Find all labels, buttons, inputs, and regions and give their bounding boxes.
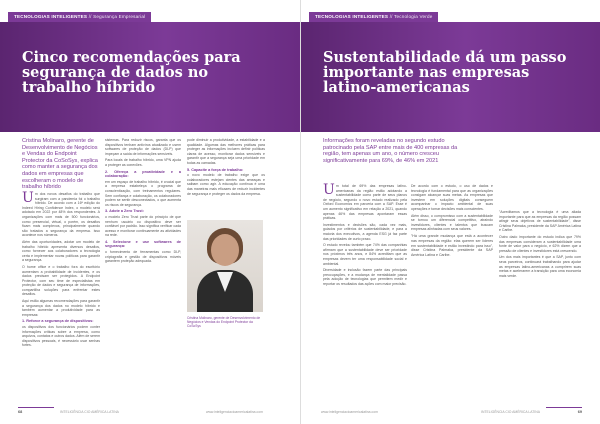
left-magazine-name: INTELIGÊNCIA CIO AMÉRICA LATINA [60, 410, 119, 414]
right-magazine-url[interactable]: www.inteligenciacioamericalatina.com [321, 410, 378, 414]
right-section-tag: TECNOLOGIAS INTELIGENTES // Tecnologia Verde [309, 12, 438, 22]
left-column-1: Um dos novos desafios do trabalho que surgiram com a pandemia foi o trabalho híbrido. De acordo com a 16ª edição do Indeed Hiring Confidence Index, o modelo será adotado em 2022 por 48% dos respondentes. A organizações com mais de 500 funcionários, como presencial, virtual, o porém, os desafios ficam mais complexos, principalmente quando são tratados a segurança da empresa. Isso acontece nos números. Além das oportunidades, adotar um modelo de trabalho híbrido apresenta diversos desafios, como fornecer aos colaboradores a tecnologia certa e implementar novas políticas para garantir a segurança. O home office e o trabalho fora do escritório aumentam a probabilidade de incidentes, e os dados precisam ser protegidos. A Endpoint Protector, com seu time de especialistas em proteção de dados e segurança de informações, compartilha soluções para enfrentar estes desafios. Aqui estão algumas recomendações para garantir a segurança dos dados no modelo híbrido e também aumentar a produtividade para as empresas: 1. Reforce a segurança de dispositivos: os dispositivos dos funcionários podem conter informações críticas sobre a empresa, como arquivos, contatos e outros dados. Além de serem dispositivos pessoais, é necessário usar senhas fortes. [22, 190, 100, 348]
left-page-number: 68 [18, 410, 23, 414]
right-footer [301, 410, 600, 418]
left-magazine-url[interactable]: www.inteligenciacioamericalatina.com [206, 410, 263, 414]
left-article-title: Cinco recomendações para segurança de dados no trabalho híbrido [22, 49, 241, 96]
right-section-bar [301, 12, 600, 22]
portrait-photo [187, 220, 263, 312]
left-subhead-2: 2. Ofereça a proatividade e a colaboração: [105, 169, 181, 179]
left-column-3: pode diminuir a produtividade, a estabilidade e a qualidade. Algumas das melhores práticas para proteger as informações incluem definir políticas claras de acesso, monitorar dados sensíveis e garantir que a segurança seja uma prioridade em todas as camadas. 5. Capacite a força de trabalho: o novo modelo de trabalho exige que os colaboradores estejam cientes das ameaças e saibam como agir. A educação contínua é uma das maneiras mais eficazes de reduzir incidentes de segurança e proteger os dados da empresa. [187, 138, 265, 196]
right-column-1: Um total de 69% das empresas latino-americanas da região estão adotando a sustentabilidade como parte de seus planos de negócio, segundo o novo estudo realizado pela Oxford Economics em parceria com a SAP. Esse é um aumento significativo em relação a 2021, quando apenas 46% das empresas apontaram essas práticas. Investimentos e decisões são, cada vez mais, guiados por critérios de sustentabilidade, e para a maioria dos executivos, a agenda ESG já faz parte das prioridades de curto prazo. O estudo revelou também que 74% das companhias afirmam que a sustentabilidade deve ser prioridade nos próximos três anos, e 84% acreditam que as empresas devem ter uma responsabilidade social e ambiental. Diversidade e inclusão fazem parte das principais preocupações, e a mudança de mentalidade passa pela adoção de tecnologias que permitem medir e reportar os resultados das ações com maior precisão. [323, 182, 407, 286]
left-subhead-1: 1. Reforce a segurança de dispositivos: [22, 319, 94, 324]
left-hero-banner [0, 22, 300, 132]
left-subhead-5: 5. Capacite a força de trabalho: [187, 167, 244, 172]
right-column-2: De acordo com o estudo, o uso de dados e tecnologia é fundamental para que as organizações consigam alcançar suas metas. As empresas que investem em soluções digitais conseguem acompanhar o impacto ambiental de suas operações e tomar decisões mais conscientes. Além disso, o compromisso com a sustentabilidade se tornou um diferencial competitivo, atraindo investidores, clientes e talentos que buscam empresas alinhadas com seus valores. "Há uma grande mudança que está a acontecer nas empresas da região: elas querem ser líderes em sustentabilidade e estão investindo para isso", disse Cristina Palmaka, presidente da SAP América Latina e Caribe. [411, 184, 493, 258]
right-hero-banner [301, 22, 600, 132]
right-article-lead: Informações foram reveladas no segundo estudo patrocinado pela SAP entre mais de 400 empresas da região, tem apenas um ano, o número cresceu significativamente para 69%, de 46% em 2021 [323, 138, 458, 164]
right-magazine-name: INTELIGÊNCIA CIO AMÉRICA LATINA [481, 410, 540, 414]
right-page-number: 69 [577, 410, 582, 414]
left-dropcap: U [22, 190, 34, 206]
pull-quote: "Há uma grande mudança que está a acontecer nas empresas da região: elas querem ser líderes em sustentabilidade e estão investindo para isso", disse Cristina Palmaka, presidente da SAP América Latina e Caribe. [411, 233, 493, 258]
right-column-3: "Acreditamos que a tecnologia é uma aliada importante para que as empresas da região possam atingir seus objetivos de sustentabilidade", disse Cristina Palmaka, presidente da SAP América Latina e Caribe. Outro dado importante do estudo indica que 79% das empresas consideram a sustentabilidade uma fonte de valor para o negócio, e 62% dizem que a pressão de clientes e investidores está crescendo. Um dos mais importantes é que a SAP, junto com seus parceiros, continuará trabalhando para ajudar as empresas latino-americanas a cumprirem suas metas e acelerarem a transição para uma economia mais verde. [499, 210, 581, 278]
left-section-bar [0, 12, 300, 22]
right-page [300, 0, 600, 424]
left-footer [0, 410, 300, 418]
right-dropcap: U [323, 182, 335, 198]
left-column-2: sistemas. Para reduzir riscos, garanta que os dispositivos tenham antivírus atualizado e usem softwares de proteção de dados (DLP) que impeçam a saída de informações sensíveis. Para locais de trabalho híbrido, uma VPN ajuda a proteger as conexões. 2. Ofereça a proatividade e a colaboração: em um espaço de trabalho híbrido, é crucial que a empresa estabeleça o programa de conscientização, com treinamentos regulares. Sem confiança e colaboração, os colaboradores podem se sentir desconectados, o que aumenta os riscos de segurança. 3. Adote a Zero Trust: o modelo Zero Trust parte do princípio de que nenhum usuário ou dispositivo deve ser confiável por padrão. Isso significa verificar cada acesso e monitorar continuamente as atividades na rede. 4. Selecione e use softwares de segurança: o fornecimento de ferramentas como DLP, criptografia e gestão de dispositivos móveis garantem proteção adequada. [105, 138, 181, 264]
left-subhead-4: 4. Selecione e use softwares de segurança: [105, 239, 181, 249]
right-article-title: Sustentabilidade dá um passo importante nas empresas latino-americanas [323, 49, 567, 96]
photo-caption: Cristina Molinaro, gerente de Desenvolvimento de Negócios e Vendas do Endpoint Protector da CoSoSys [187, 316, 261, 329]
left-section-tag: TECNOLOGIAS INTELIGENTES // Segurança Empresarial [8, 12, 151, 22]
left-subhead-3: 3. Adote a Zero Trust: [105, 209, 144, 214]
left-article-lead: Cristina Molinaro, gerente de Desenvolvimento de Negócios e Vendas do Endpoint Protector da CoSoSys, explica como manter a segurança dos dados em empresas que escolheram o modelo de trabalho híbrido [22, 138, 98, 191]
